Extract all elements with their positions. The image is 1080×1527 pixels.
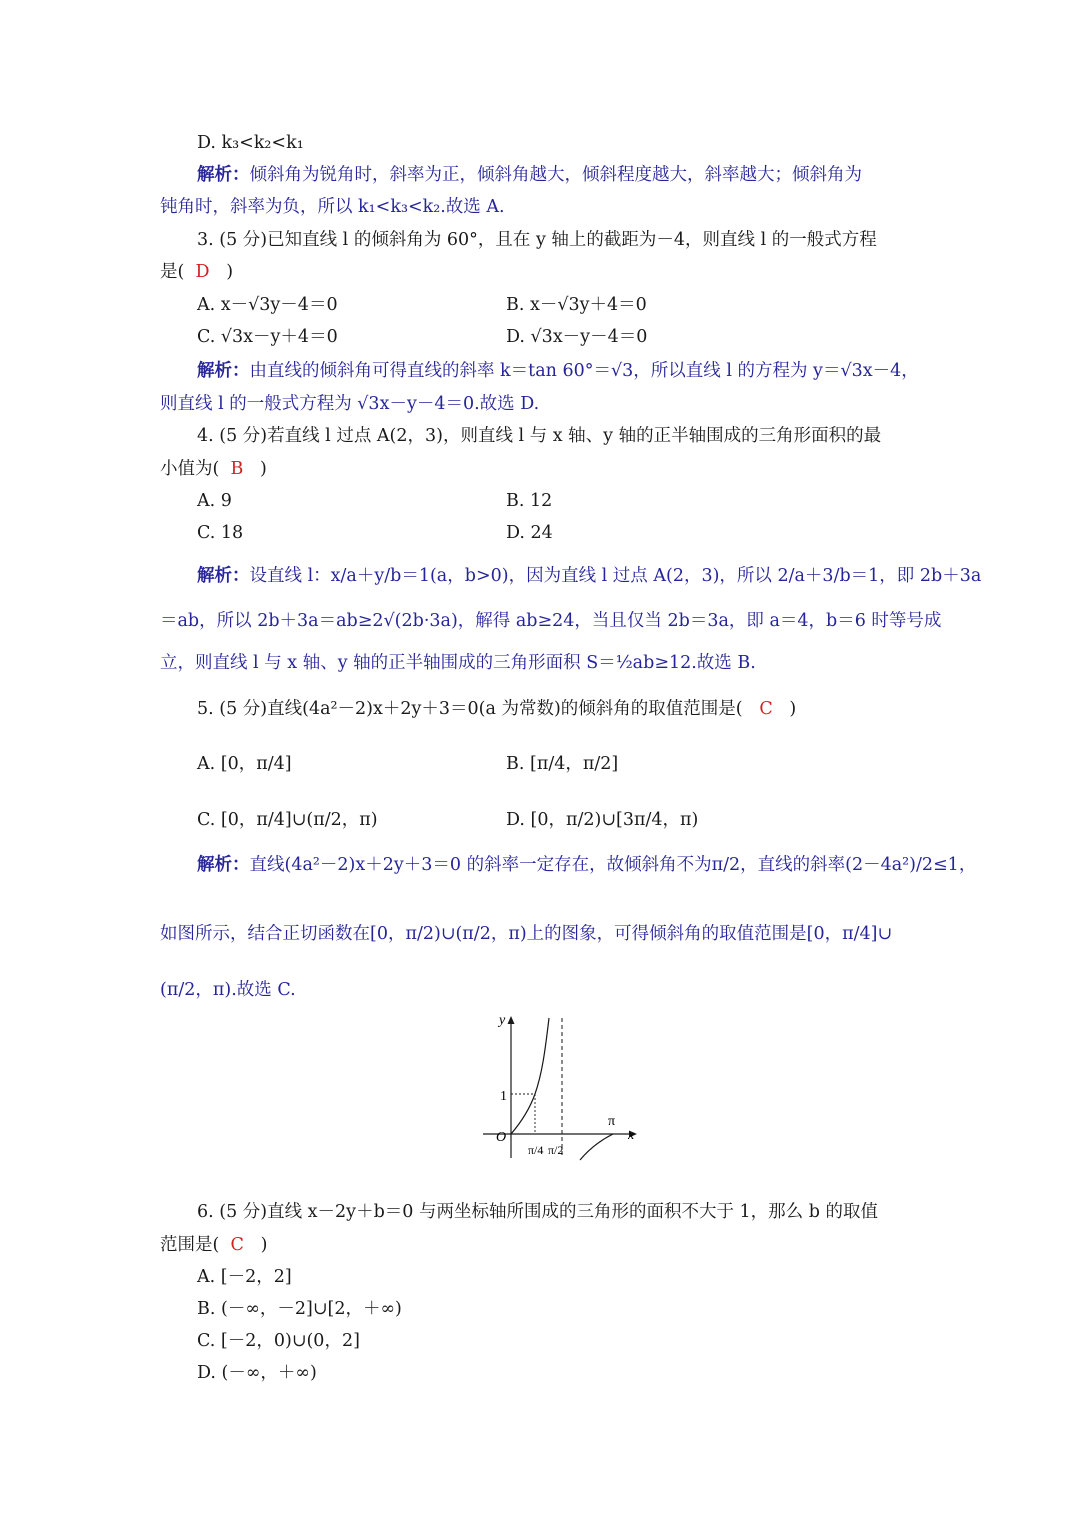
q5-solution-line1 xyxy=(197,853,976,877)
solution-label: 解析： xyxy=(197,361,250,381)
y-axis-label: y xyxy=(499,1013,506,1028)
solution-label: 解析： xyxy=(197,165,250,185)
q4-solution-line2: ＝ab，所以 2b＋3a＝ab≥2√(2b·3a)，解得 ab≥24，当且仅当 2b＝3a，即 a＝4，b＝6 时等号成 xyxy=(160,611,942,631)
q6-option-a: A. [－2，2] xyxy=(197,1267,292,1287)
tan-curve-left xyxy=(511,1018,549,1134)
tick-label-pi-over-4: π/4 xyxy=(528,1143,544,1157)
tan-curve-right xyxy=(580,1134,613,1160)
q5-option-a: A. [0，π/4] xyxy=(197,754,292,774)
q3-solution-line2: 则直线 l 的一般式方程为 √3x－y－4＝0.故选 D. xyxy=(160,394,540,414)
y-axis-arrow xyxy=(508,1016,515,1024)
q4-option-b: B. 12 xyxy=(506,491,553,511)
q5-option-d: D. [0，π/2)∪[3π/4，π) xyxy=(506,810,699,830)
stem-text: ) xyxy=(226,262,234,282)
q3-stem-line2 xyxy=(160,260,233,284)
stem-text: 5. (5 分)直线(4a²－2)x＋2y＋3＝0(a 为常数)的倾斜角的取值范围是( xyxy=(197,699,743,719)
q4-stem-line1: 4. (5 分)若直线 l 过点 A(2，3)，则直线 l 与 x 轴、y 轴的正半轴围成的三角形面积的最 xyxy=(197,426,882,446)
q6-stem-line2 xyxy=(160,1233,267,1257)
solution-label: 解析： xyxy=(197,855,250,875)
stem-text: ) xyxy=(260,1235,268,1255)
stem-text: 是( xyxy=(160,262,185,282)
q6-stem-line1: 6. (5 分)直线 x－2y＋b＝0 与两坐标轴所围成的三角形的面积不大于 1，那么 b 的取值 xyxy=(197,1202,878,1222)
q2-option-d: D. k₃<k₂<k₁ xyxy=(197,133,304,153)
q6-answer: C xyxy=(230,1235,244,1255)
q4-answer: B xyxy=(230,459,244,479)
tangent-graph xyxy=(475,1008,650,1163)
solution-text: 倾斜角为锐角时，斜率为正，倾斜角越大，倾斜程度越大，斜率越大；倾斜角为 xyxy=(249,165,862,185)
stem-text: 范围是( xyxy=(160,1235,220,1255)
q2-solution-line1 xyxy=(197,163,862,187)
q3-option-b: B. x－√3y＋4＝0 xyxy=(506,295,647,315)
q4-solution-line1 xyxy=(197,564,981,588)
origin-label: O xyxy=(496,1130,507,1145)
tick-label-pi: π xyxy=(608,1114,616,1129)
q3-option-c: C. √3x－y＋4＝0 xyxy=(197,327,338,347)
q5-solution-line3: (π/2，π).故选 C. xyxy=(160,980,296,1000)
q4-option-c: C. 18 xyxy=(197,523,244,543)
tick-label-pi-over-2: π/2 xyxy=(548,1143,564,1157)
solution-text: 直线(4a²－2)x＋2y＋3＝0 的斜率一定存在，故倾斜角不为π/2，直线的斜率(2－4a²)/2≤1， xyxy=(249,855,977,875)
q5-solution-line2: 如图所示，结合正切函数在[0，π/2)∪(π/2，π)上的图象，可得倾斜角的取值范围是[0，π/4]∪ xyxy=(160,924,893,944)
stem-text: ) xyxy=(789,699,797,719)
q2-solution-line2: 钝角时，斜率为负，所以 k₁<k₃<k₂.故选 A. xyxy=(160,197,505,217)
q6-option-b: B. (－∞，－2]∪[2，＋∞) xyxy=(197,1299,402,1319)
solution-text: 由直线的倾斜角可得直线的斜率 k＝tan 60°＝√3，所以直线 l 的方程为 y＝√3x－4， xyxy=(249,361,919,381)
q4-option-a: A. 9 xyxy=(197,491,232,511)
q3-option-d: D. √3x－y－4＝0 xyxy=(506,327,648,347)
q5-option-c: C. [0，π/4]∪(π/2，π) xyxy=(197,810,378,830)
q3-solution-line1 xyxy=(197,359,919,383)
stem-text: ) xyxy=(260,459,267,479)
q4-solution-line3: 立，则直线 l 与 x 轴、y 轴的正半轴围成的三角形面积 S＝½ab≥12.故选 B. xyxy=(160,653,756,673)
q5-answer: C xyxy=(759,699,773,719)
q4-stem-line2 xyxy=(160,457,267,481)
x-axis-label: x xyxy=(628,1128,635,1143)
q4-option-d: D. 24 xyxy=(506,523,553,543)
solution-label: 解析： xyxy=(197,566,250,586)
solution-text: 设直线 l：x/a＋y/b＝1(a，b>0)，因为直线 l 过点 A(2，3)，所以 2/a＋3/b＝1，即 2b＋3a xyxy=(249,566,982,586)
tick-label-one: 1 xyxy=(500,1089,507,1104)
q3-answer: D xyxy=(195,262,210,282)
q5-option-b: B. [π/4，π/2] xyxy=(506,754,619,774)
q3-stem-line1: 3. (5 分)已知直线 l 的倾斜角为 60°，且在 y 轴上的截距为－4，则直线 l 的一般式方程 xyxy=(197,230,877,250)
q5-stem xyxy=(197,697,796,721)
q6-option-d: D. (－∞，＋∞) xyxy=(197,1363,317,1383)
q3-option-a: A. x－√3y－4＝0 xyxy=(197,295,338,315)
stem-text: 小值为( xyxy=(160,459,220,479)
q6-option-c: C. [－2，0)∪(0，2] xyxy=(197,1331,360,1351)
